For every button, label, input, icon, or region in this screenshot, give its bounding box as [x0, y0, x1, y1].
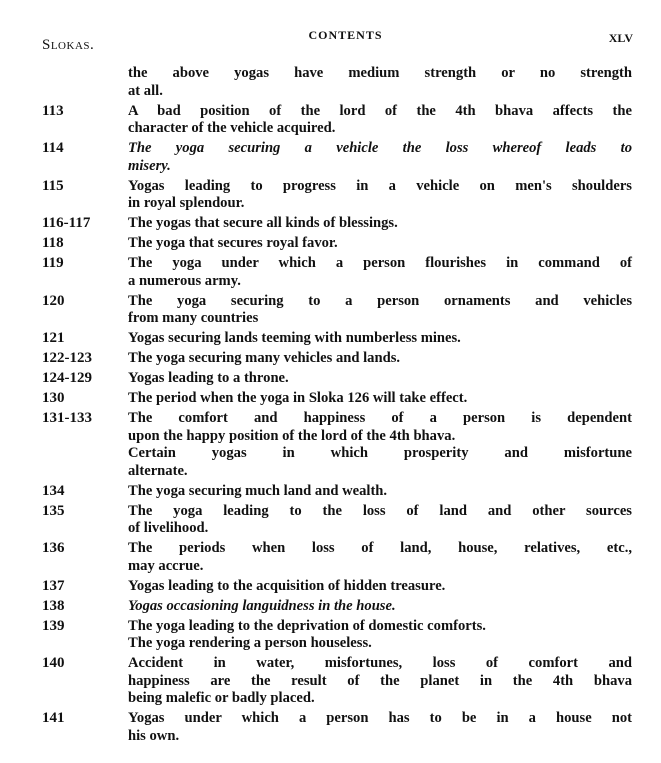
- entry-description: [128, 178, 632, 213]
- entry-description: [128, 370, 632, 388]
- entry-description: [128, 140, 632, 175]
- entry-description: [128, 618, 632, 653]
- contents-entry: [42, 578, 632, 596]
- page-number: XLV: [608, 31, 633, 45]
- contents-entry: [42, 503, 632, 538]
- entry-line: Yogas leading to the acquisition of hidden treasure.: [128, 577, 446, 594]
- sloka-number: 138: [42, 597, 65, 614]
- sloka-number: 113: [42, 102, 64, 119]
- entry-line: The yoga securing many vehicles and lands.: [128, 350, 401, 366]
- entry-description: [128, 330, 632, 348]
- entry-line: The yoga leading to the loss of land and other sources: [128, 502, 632, 519]
- sloka-number: 121: [42, 330, 65, 346]
- contents-entry: [42, 618, 632, 653]
- entry-line: character of the vehicle acquired.: [128, 120, 336, 136]
- entry-description: [128, 578, 632, 596]
- entry-line: Yogas securing lands teeming with numberless mines.: [128, 330, 461, 346]
- entry-line: A bad position of the lord of the 4th bhava affects the: [128, 102, 632, 119]
- entry-line: being malefic or badly placed.: [128, 690, 315, 706]
- sloka-number: 118: [42, 235, 64, 251]
- sloka-number: 114: [42, 140, 64, 156]
- sloka-number: [42, 65, 128, 100]
- entry-description: [128, 598, 632, 616]
- entry-description: [128, 255, 632, 290]
- entry-line: may accrue.: [128, 557, 204, 574]
- entry-line: the above yogas have medium strength or no strength: [128, 65, 632, 81]
- entry-line: in royal splendour.: [128, 195, 245, 211]
- contents-entry: [42, 330, 632, 348]
- sloka-number: 119: [42, 255, 64, 271]
- entry-line: Certain yogas in which prosperity and misfortune: [128, 445, 632, 461]
- contents-list: [42, 65, 632, 745]
- contents-entry: [42, 178, 632, 213]
- entry-description: [128, 235, 632, 253]
- entry-line: The yoga rendering a person houseless.: [128, 635, 372, 651]
- running-head-title: CONTENTS: [308, 28, 383, 42]
- entry-line: The yoga under which a person flourishes in command of: [128, 255, 632, 271]
- entry-line: The yoga securing much land and wealth.: [128, 482, 388, 499]
- sloka-number: 139: [42, 617, 65, 634]
- entry-line: The yogas that secure all kinds of blessings.: [128, 215, 398, 231]
- sloka-number: 120: [42, 292, 65, 309]
- entry-description: [128, 293, 632, 328]
- entry-description: [128, 390, 632, 408]
- sloka-number: 134: [42, 482, 65, 499]
- sloka-number: 130: [42, 390, 65, 406]
- entry-description: [128, 503, 632, 538]
- contents-entry: [42, 370, 632, 388]
- entry-line: alternate.: [128, 462, 188, 479]
- entry-line: Yogas under which a person has to be in a house not: [128, 710, 632, 726]
- contents-entry: [42, 103, 632, 138]
- entry-line: The yoga securing to a person ornaments and vehicles: [128, 292, 632, 309]
- sloka-number: 136: [42, 540, 65, 556]
- contents-entry: [42, 235, 632, 253]
- entry-line: The yoga securing a vehicle the loss whereof leads to: [128, 140, 632, 156]
- sloka-number: 122-123: [42, 350, 92, 366]
- contents-entry: [42, 350, 632, 368]
- contents-entry: [42, 293, 632, 328]
- entry-line: at all.: [128, 82, 163, 99]
- entry-description: [128, 655, 632, 708]
- contents-entry: [42, 140, 632, 175]
- entry-line: upon the happy position of the lord of the 4th bhava.: [128, 427, 456, 444]
- entry-line: The yoga leading to the deprivation of domestic comforts.: [128, 617, 486, 634]
- entry-description: [128, 103, 632, 138]
- sloka-number: 137: [42, 577, 65, 594]
- contents-entry: [42, 483, 632, 501]
- entry-description: [128, 65, 632, 100]
- entry-description: [128, 540, 632, 575]
- contents-entry: [42, 540, 632, 575]
- sloka-number: 124-129: [42, 370, 92, 386]
- contents-entry: [42, 410, 632, 480]
- entry-description: [128, 483, 632, 501]
- entry-line: his own.: [128, 727, 180, 744]
- contents-entry: [42, 215, 632, 233]
- contents-entry: [42, 390, 632, 408]
- contents-entry: [42, 255, 632, 290]
- entry-description: [128, 410, 632, 480]
- entry-description: [128, 710, 632, 745]
- entry-line: from many countries: [128, 310, 259, 326]
- entry-line: The comfort and happiness of a person is dependent: [128, 410, 632, 426]
- entry-line: Accident in water, misfortunes, loss of comfort and: [128, 655, 632, 671]
- sloka-number: 115: [42, 177, 64, 194]
- contents-entry: [42, 598, 632, 616]
- entry-line: Yogas leading to progress in a vehicle on men's shoulders: [128, 177, 632, 194]
- entry-line: The yoga that secures royal favor.: [128, 235, 338, 251]
- sloka-number: 131-133: [42, 410, 92, 426]
- entry-line: of livelihood.: [128, 520, 209, 536]
- contents-entry: [42, 655, 632, 708]
- entry-line: a numerous army.: [128, 272, 241, 289]
- entry-line: misery.: [128, 157, 171, 174]
- column-label-slokas: Slokas.: [42, 37, 95, 53]
- contents-entry: [42, 710, 632, 745]
- sloka-number: 141: [42, 710, 65, 726]
- entry-description: [128, 215, 632, 233]
- entry-line: happiness are the result of the planet in the 4th bhava: [128, 672, 632, 689]
- entry-line: The periods when loss of land, house, relatives, etc.,: [128, 540, 632, 556]
- sloka-number: 140: [42, 655, 65, 671]
- entry-line: Yogas leading to a throne.: [128, 370, 289, 386]
- entry-line: The period when the yoga in Sloka 126 will take effect.: [128, 390, 468, 406]
- contents-entry: [42, 65, 632, 100]
- entry-description: [128, 350, 632, 368]
- entry-line: Yogas occasioning languidness in the house.: [128, 597, 396, 614]
- sloka-number: 135: [42, 502, 65, 519]
- sloka-number: 116-117: [42, 215, 91, 231]
